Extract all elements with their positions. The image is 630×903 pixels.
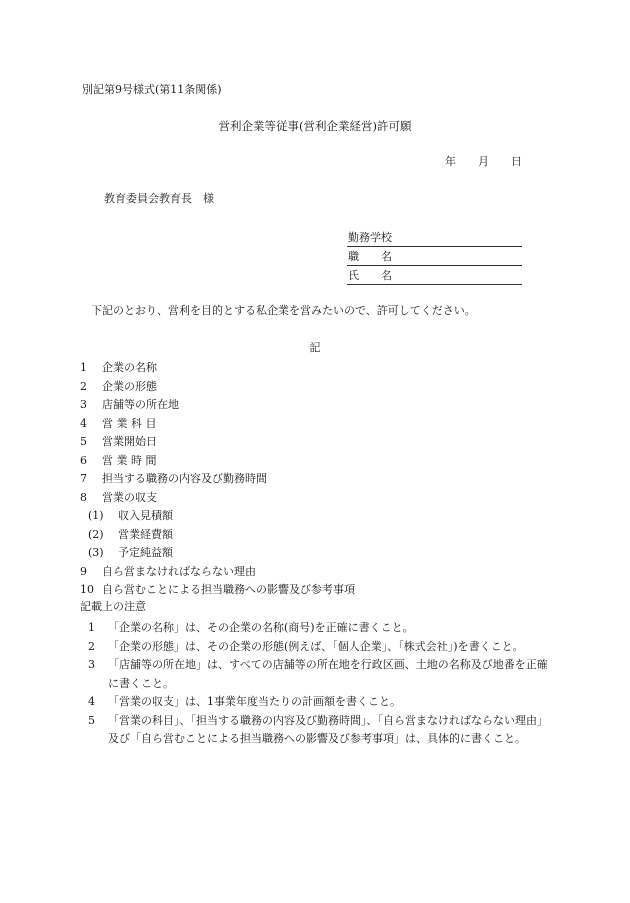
notes-heading: 記載上の注意 <box>80 600 146 613</box>
note-item: 3 「店舗等の所在地」は、すべての店舗等の所在地を行政区画、土地の名称及び地番を正確に書くこと。 <box>88 658 548 690</box>
list-item: 4 営 業 科 目 <box>80 416 157 430</box>
document-title: 営利企業等従事(営利企業経営)許可願 <box>218 119 412 133</box>
list-item: 9 自ら営まなければならない理由 <box>80 564 256 578</box>
form-number: 別記第9号様式(第11条関係) <box>82 83 222 96</box>
list-item: 5 営業開始日 <box>80 435 157 448</box>
note-item: 1 「企業の名称」は、その企業の名称(商号)を正確に書くこと。 <box>88 621 414 634</box>
date-line <box>445 155 522 169</box>
field-label: 職 名 <box>348 250 392 263</box>
list-item: 7 担当する職務の内容及び勤務時間 <box>80 472 267 485</box>
note-item: 2 「企業の形態」は、その企業の形態(例えば、「個人企業」、「株式会社」)を書くこと。 <box>88 639 524 653</box>
field-school[interactable] <box>347 229 522 247</box>
sub-item: (3) 予定純益額 <box>88 546 173 559</box>
sub-item: (1) 収入見積額 <box>88 509 173 522</box>
date-month: 月 <box>478 155 489 168</box>
note-item: 4 「営業の収支」は、1事業年度当たりの計画額を書くこと。 <box>88 695 401 708</box>
list-item: 3 店舗等の所在地 <box>80 398 179 411</box>
list-item: 10 自ら営むことによる担当職務への影響及び参考事項 <box>80 583 355 596</box>
list-item: 2 企業の形態 <box>80 379 157 393</box>
field-name[interactable] <box>347 267 522 285</box>
ki-heading: 記 <box>309 341 321 354</box>
field-position[interactable] <box>347 248 522 266</box>
applicant-fields <box>347 229 522 285</box>
sub-item: (2) 営業経費額 <box>88 527 173 541</box>
date-day: 日 <box>511 155 522 168</box>
item-list <box>80 359 355 600</box>
field-label: 勤務学校 <box>348 231 392 244</box>
addressee: 教育委員会教育長 様 <box>104 192 214 205</box>
field-label: 氏 名 <box>348 269 392 282</box>
list-item: 8 営業の収支 <box>80 490 157 504</box>
list-item: 1 企業の名称 <box>80 361 157 374</box>
list-item: 6 営 業 時 間 <box>80 453 157 467</box>
date-year: 年 <box>445 155 456 168</box>
request-text: 下記のとおり、営利を目的とする私企業を営みたいので、許可してください。 <box>91 304 476 317</box>
note-item: 5 「営業の科目」、「担当する職務の内容及び勤務時間」、「自ら営まなければならない理由」及び「自ら営むことによる担当職務への影響及び参考事項」は、具体的に書くこと。 <box>88 713 548 745</box>
notes-list <box>88 619 558 749</box>
